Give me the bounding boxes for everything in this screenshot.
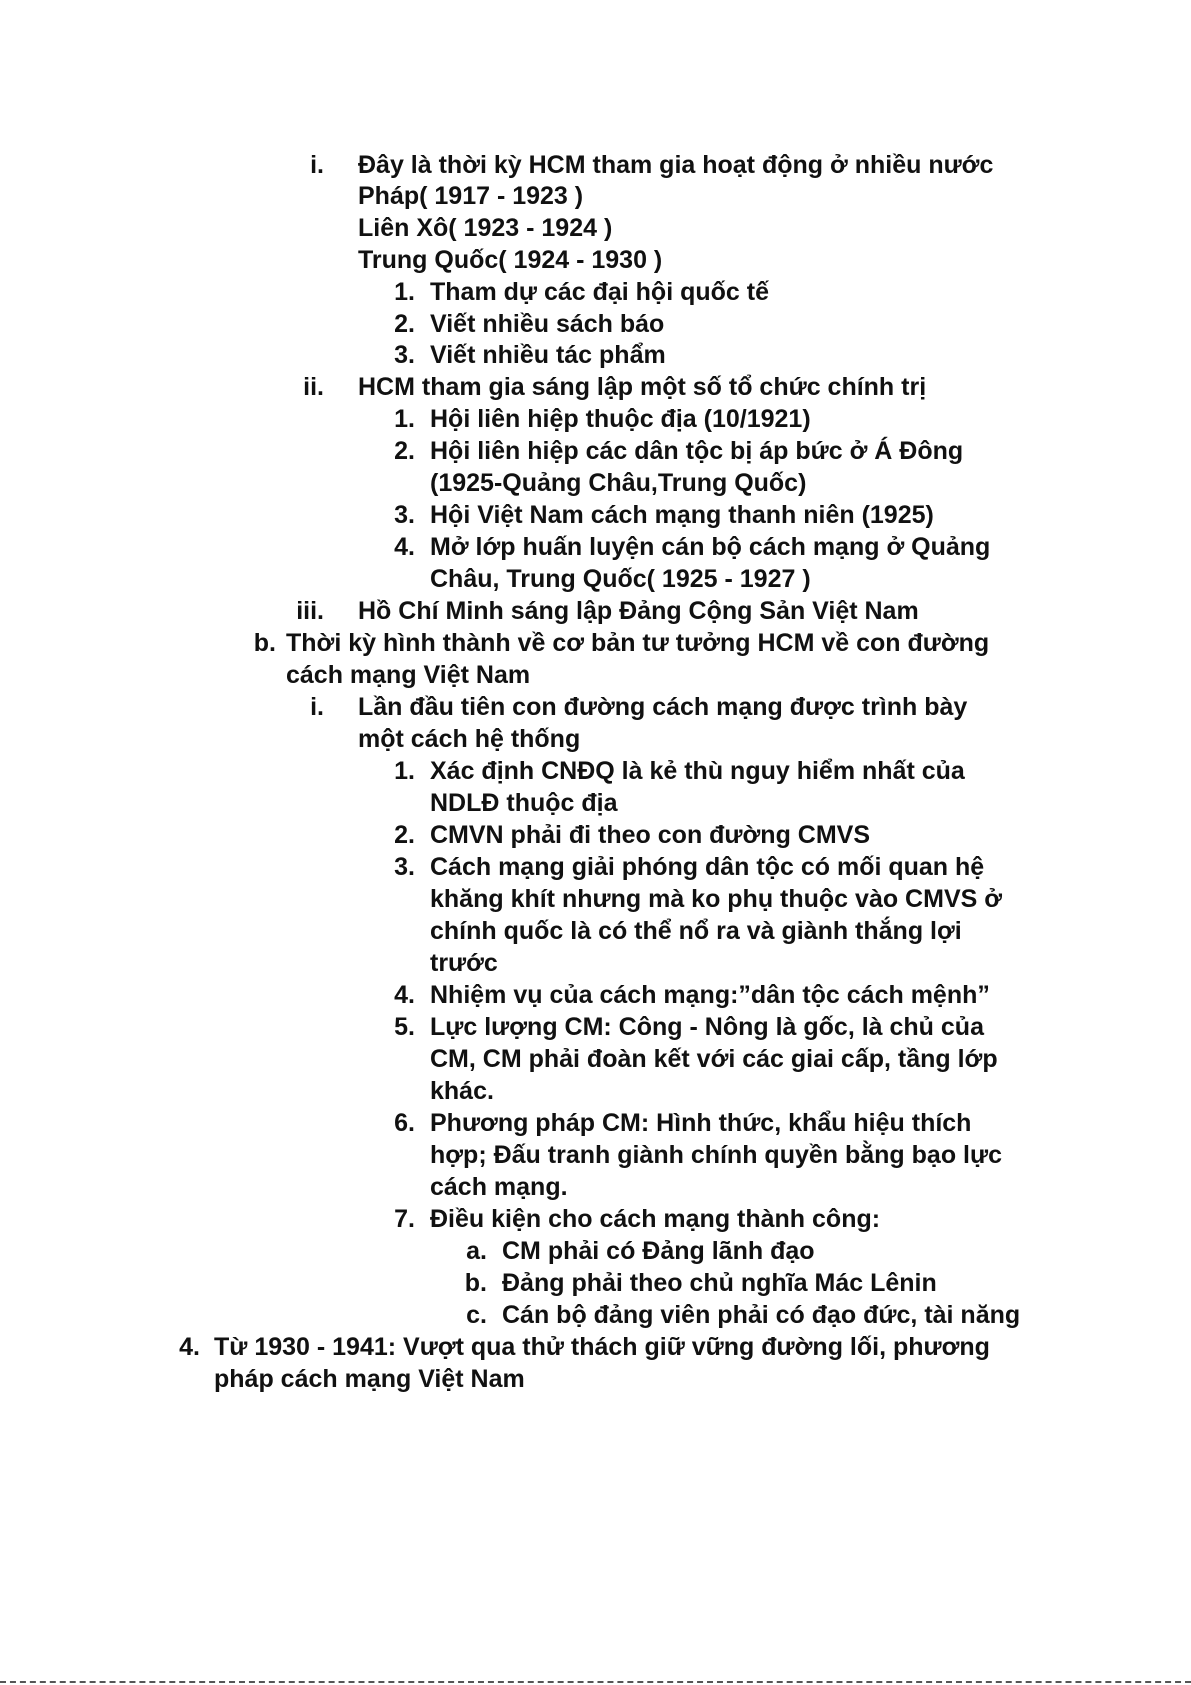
list-marker: 6. <box>394 1109 415 1137</box>
page-bottom-rule <box>0 1681 1191 1683</box>
list-marker: 3. <box>394 501 415 529</box>
list-item-text: pháp cách mạng Việt Nam <box>214 1365 525 1393</box>
list-item-text: Trung Quốc( 1924 - 1930 ) <box>358 246 663 274</box>
list-item-text: Liên Xô( 1923 - 1924 ) <box>358 214 613 242</box>
list-item-text: Cán bộ đảng viên phải có đạo đức, tài năng <box>502 1301 1021 1329</box>
list-item-text: khăng khít nhưng mà ko phụ thuộc vào CMVS ở <box>430 885 1003 913</box>
list-marker: 2. <box>394 310 415 338</box>
list-item-text: CM, CM phải đoàn kết với các giai cấp, tầng lớp <box>430 1045 998 1073</box>
list-item-text: (1925-Quảng Châu,Trung Quốc) <box>430 469 807 497</box>
list-item-text: Đảng phải theo chủ nghĩa Mác Lênin <box>502 1269 937 1297</box>
list-item-text: Lần đầu tiên con đường cách mạng được trình bày <box>358 693 968 721</box>
list-item-text: Phương pháp CM: Hình thức, khẩu hiệu thích <box>430 1109 972 1137</box>
list-item-text: Châu, Trung Quốc( 1925 - 1927 ) <box>430 565 811 593</box>
list-item-text: Hội liên hiệp các dân tộc bị áp bức ở Á Đông <box>430 437 964 465</box>
list-item-text: Điều kiện cho cách mạng thành công: <box>430 1205 881 1233</box>
list-item-text: một cách hệ thống <box>358 725 581 753</box>
list-marker: c. <box>466 1301 487 1329</box>
list-item-text: Thời kỳ hình thành về cơ bản tư tưởng HCM về con đường <box>286 629 990 657</box>
list-item-text: CM phải có Đảng lãnh đạo <box>502 1237 815 1265</box>
list-item-text: Mở lớp huấn luyện cán bộ cách mạng ở Quảng <box>430 533 991 561</box>
list-marker: a. <box>466 1237 487 1265</box>
list-marker: 1. <box>394 405 415 433</box>
list-item-text: Từ 1930 - 1941: Vượt qua thử thách giữ vững đường lối, phương <box>214 1333 990 1361</box>
list-item-text: trước <box>430 949 498 977</box>
list-item-text: Hồ Chí Minh sáng lập Đảng Cộng Sản Việt Nam <box>358 597 919 625</box>
list-item-text: Hội liên hiệp thuộc địa (10/1921) <box>430 405 811 433</box>
list-item-text: hợp; Đấu tranh giành chính quyền bằng bạo lực <box>430 1141 1002 1169</box>
list-marker: 4. <box>179 1333 200 1361</box>
list-item-text: Cách mạng giải phóng dân tộc có mối quan hệ <box>430 853 985 881</box>
list-item-text: Lực lượng CM: Công - Nông là gốc, là chủ của <box>430 1013 984 1041</box>
list-marker: 5. <box>394 1013 415 1041</box>
list-marker: b. <box>464 1269 487 1297</box>
list-marker: 3. <box>394 341 415 369</box>
list-item-text: Nhiệm vụ của cách mạng:”dân tộc cách mệnh” <box>430 981 990 1009</box>
list-item-text: Hội Việt Nam cách mạng thanh niên (1925) <box>430 501 934 529</box>
list-marker: 4. <box>394 533 415 561</box>
list-marker: 4. <box>394 981 415 1009</box>
list-item-text: khác. <box>430 1077 494 1105</box>
list-marker: i. <box>310 151 324 179</box>
list-marker: 2. <box>394 437 415 465</box>
list-item-text: Đây là thời kỳ HCM tham gia hoạt động ở nhiều nước <box>358 151 994 179</box>
list-item-text: Viết nhiều tác phẩm <box>430 341 666 369</box>
list-marker: b. <box>253 629 276 657</box>
list-item-text: chính quốc là có thể nổ ra và giành thắng lợi <box>430 917 962 945</box>
list-marker: ii. <box>303 373 324 401</box>
list-item-text: Viết nhiều sách báo <box>430 310 665 338</box>
list-marker: i. <box>310 693 324 721</box>
list-item-text: NDLĐ thuộc địa <box>430 789 618 817</box>
list-marker: 2. <box>394 821 415 849</box>
list-item-text: HCM tham gia sáng lập một số tổ chức chính trị <box>358 373 927 401</box>
list-item-text: Tham dự các đại hội quốc tế <box>430 278 769 306</box>
list-item-text: Pháp( 1917 - 1923 ) <box>358 182 584 210</box>
list-marker: 7. <box>394 1205 415 1233</box>
list-marker: 1. <box>394 278 415 306</box>
list-item-text: cách mạng. <box>430 1173 568 1201</box>
list-marker: 3. <box>394 853 415 881</box>
list-item-text: cách mạng Việt Nam <box>286 661 531 689</box>
list-marker: 1. <box>394 757 415 785</box>
list-item-text: CMVN phải đi theo con đường CMVS <box>430 821 871 849</box>
list-marker: iii. <box>296 597 324 625</box>
list-item-text: Xác định CNĐQ là kẻ thù nguy hiểm nhất của <box>430 757 965 785</box>
